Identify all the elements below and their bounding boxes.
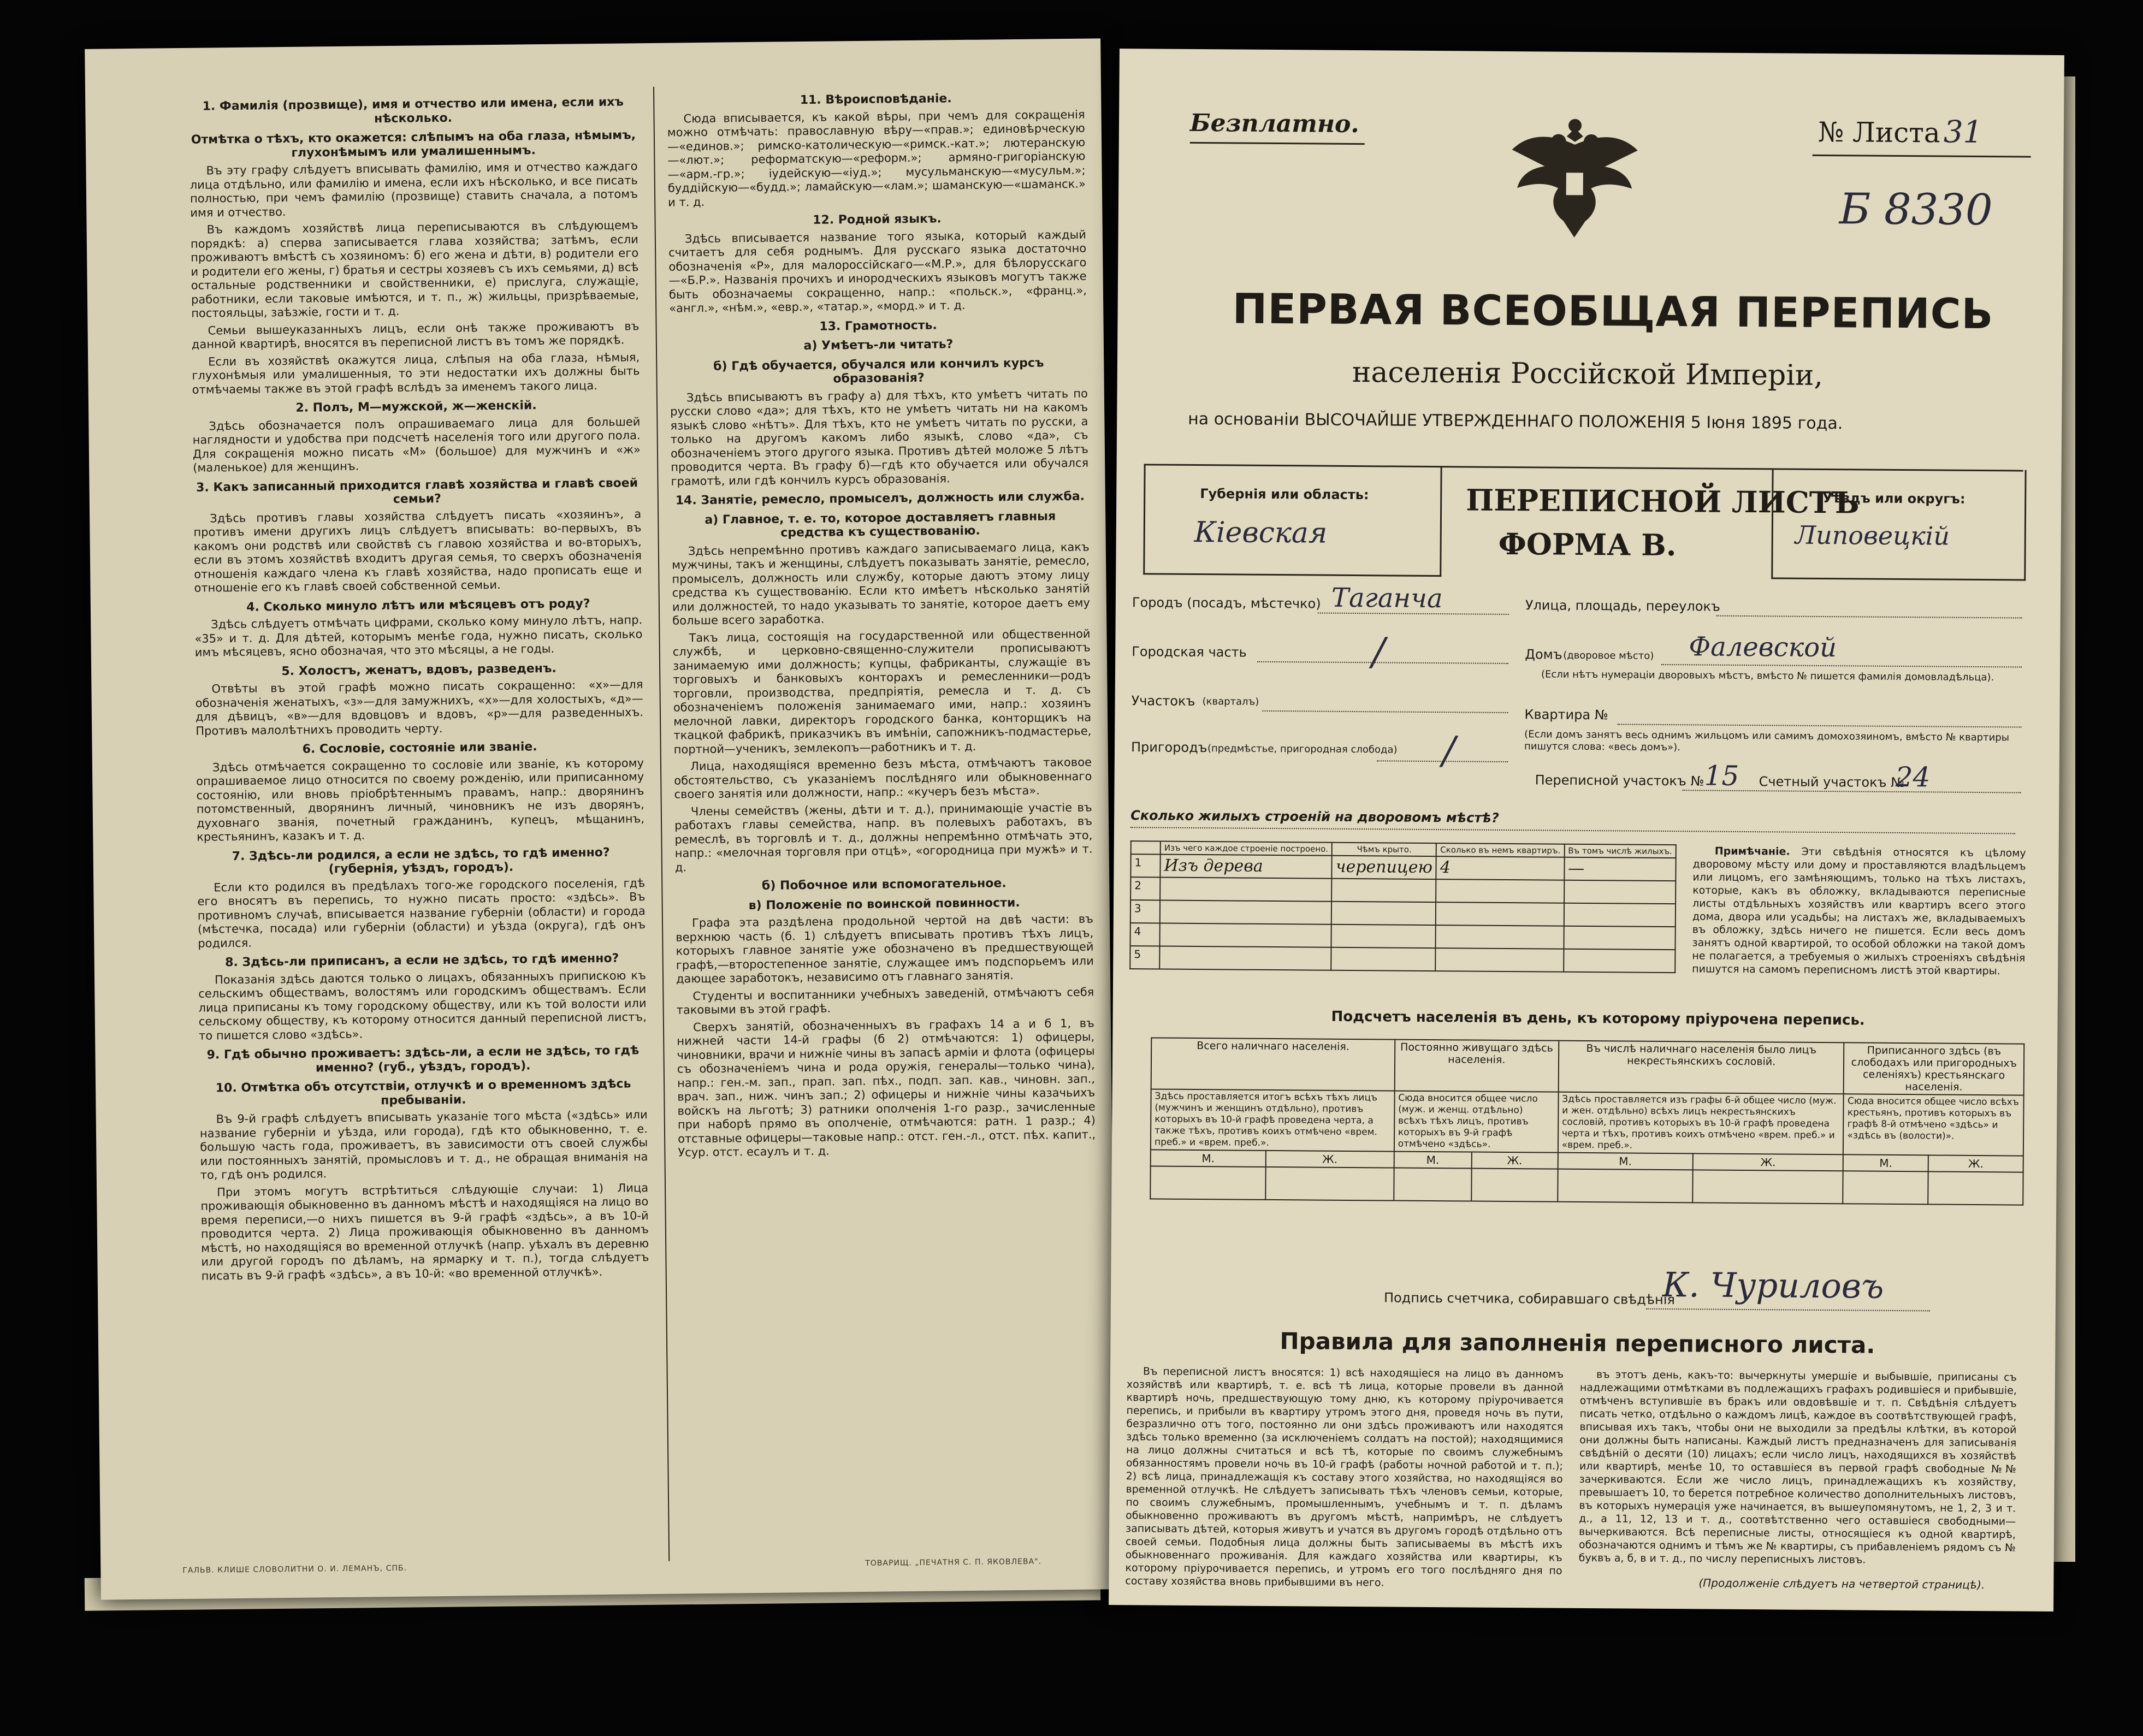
house-note: (Если нѣтъ нумераціи дворовыхъ мѣстъ, вмѣсто № пишется фамилія домовладѣльца). (1541, 668, 1994, 684)
street-label: Улица, площадь, переулокъ (1525, 597, 1720, 614)
signature-value: К. Чуриловъ (1662, 1264, 1884, 1306)
female-column-label: Ж. (1471, 1152, 1558, 1169)
paragraph: Графа эта раздѣлена продольной чертой на двѣ части: въ верхнюю часть (б. 1) слѣдуетъ вписывать противъ тѣхъ лицъ, которыхъ главное занятіе уже обозначено въ предшествующей графѣ,—второстепенное занятіе, служащее имъ подспорьемъ или дающее заработокъ, независимо отъ главнаго занятія. (676, 912, 1094, 986)
buildings-cell (1436, 902, 1564, 926)
suburb-value: / (1442, 728, 1455, 773)
imprint-left: ГАЛЬВ. КЛИШЕ СЛОВОЛИТНИ О. И. ЛЕМАНЪ, СПБ. (182, 1563, 407, 1575)
buildings-cell: 4 (1436, 856, 1564, 880)
rules-text-1: Въ переписной листъ вносятся: 1) всѣ находящіеся на лицо въ данномъ хозяйствѣ или квартирѣ, т. е. всѣ тѣ лица, которые провели въ данной квартирѣ ночь, предшествующую тому дню, къ которому пріурочивается перепись, и прибыли въ квартиру утромъ этого дня, проведя ночь въ пути, безразлично отъ того, постоянно ли они здѣсь проживаютъ или находятся здѣсь только временно (за исключеніемъ солдатъ на постой); находящимися на лицо должны считаться и всѣ тѣ, которые по своимъ служебнымъ обязанностямъ провели ночь въ 10-й графѣ (работы ночной работой и т. п.); 2) всѣ лица, принадлежащія къ составу этого хозяйства, но находящіяся во временной отлучкѣ. Не слѣдуетъ записывать тѣхъ членовъ семьи, которые, по своимъ служебнымъ, промышленнымъ, учебнымъ и т. п. дѣламъ обыкновенно проживаютъ въ другомъ мѣстѣ, напримѣръ, не слѣдуетъ записывать дѣтей, которыя живутъ и учатся въ другомъ городѣ отдѣльно отъ своей семьи. Подобныя лица должны быть записываемы въ мѣстѣ ихъ обыкновеннаго проживанія. Для каждаго хозяйства или квартиры, къ которому пріурочивается перепись, и утромъ его того послѣдняго дня по составу хозяйства вновь прибывшими въ него. (1125, 1365, 1564, 1589)
suburb-sub: (предмѣстье, пригородная слобода) (1207, 743, 1398, 756)
paragraph: Сверхъ занятій, обозначенныхъ въ графахъ 14 а и б 1, въ нижней части 14-й графы (б 2) отмѣчаются: 1) офицеры, чиновники, врачи и нижніе чины въ запасѣ арміи и флота (офицеры съ обозначеніемъ чина и рода оружія, генералы—только чина), напр.: ген.-м. зап., прап. зап. пѣх., подп. зап. кав., чиновн. зап., врач. зап., ниж. чинъ зап.; 2) офицеры и нижніе чины казачьихъ войскъ на льготѣ; 3) ратники ополченія 1-го разр., зачисленные при наборѣ прямо въ ополченіе, отмѣчаются: ратн. 1 разр.; 4) отставные офицеры—таковые напр.: отст. ген.-л., отст. пѣх. капит., Усур. отст. есаулъ и т. д. (677, 1016, 1096, 1159)
city-line (1318, 613, 1509, 615)
section-heading: 6. Сословіе, состояніе или званіе. (302, 740, 537, 756)
count-table (1150, 1037, 2024, 1205)
paragraph: Здѣсь противъ главы хозяйства слѣдуетъ писать «хозяинъ», а противъ имени другихъ лицъ слѣдуетъ вписывать: во-первыхъ, въ какомъ они родствѣ или свойствѣ съ главою хозяйства и во-вторыхъ, если въ этомъ хозяйствѣ входитъ другая семья, то сверхъ обозначенія отношенія каждаго члена къ главѣ хозяйства, надо прописать еще и отношеніе его къ главѣ своей собственной семьи. (193, 507, 642, 595)
section-heading: 3. Какъ записанный приходится главѣ хозяйства и главѣ своей семьи? (196, 476, 638, 506)
count-value-cell (1558, 1169, 1693, 1203)
city-value: Таганча (1331, 582, 1443, 614)
count-value-cell (1150, 1166, 1265, 1199)
buildings-line (1130, 827, 2015, 834)
city-part-value: / (1371, 629, 1386, 674)
section-heading: б) Гдѣ обучается, обучался или кончилъ курсъ образованія? (713, 356, 1044, 386)
house-line (1661, 664, 2022, 668)
buildings-row (1130, 854, 1676, 881)
house-value: Фалевской (1689, 631, 1837, 663)
paragraph: Студенты и воспитанники учебныхъ заведеній, отмѣчаютъ себя таковыми въ этой графѣ. (676, 985, 1094, 1017)
counter-precinct-value: 24 (1895, 761, 1931, 793)
male-column-label: М. (1151, 1150, 1266, 1166)
sheet-no-handwritten: 31 (1943, 114, 1983, 151)
paragraph: Такъ лица, состоящія на государственной или общественной службѣ, и церковно-священно-служители прописываютъ занимаемую ими должность; купцы, фабриканты, служащіе въ торговыхъ и банковыхъ конторахъ и ремесленники—родъ торговли, производства, предпріятія, ремесла и т. д. съ обозначеніемъ положенія занимаемаго ими, напр.: хозяинъ мелочной лавки, директоръ городского банка, конторщикъ на ткацкой фабрикѣ, приказчикъ въ имѣніи, сапожникъ-подмастерье, портной—ученикъ, землекопъ—работникъ и т. д. (672, 627, 1092, 756)
corner-handwritten: Б 8330 (1839, 185, 1993, 235)
paragraph: Въ эту графу слѣдуетъ вписывать фамилію, имя и отчество каждаго лица отдѣльно, или фамилію и имена, если ихъ нѣсколько, и все писать полностью, при чемъ фамилію (прозвище) ставить сначала, а потомъ имя и отчество. (190, 159, 638, 220)
house-sub: (дворовое мѣсто) (1563, 649, 1654, 662)
buildings-cell (1564, 880, 1676, 904)
imprint-right: ТОВАРИЩ. „ПЕЧАТНЯ С. П. ЯКОВЛЕВА". (865, 1557, 1042, 1568)
section-heading: 14. Занятіе, ремесло, промыселъ, должность или служба. (675, 489, 1085, 508)
rules-col-2 (1578, 1368, 2017, 1579)
male-column-label: М. (1558, 1153, 1692, 1170)
left-column-1 (189, 90, 652, 1563)
district-value: Липовецкій (1795, 520, 1950, 551)
city-part-label: Городская часть (1132, 644, 1247, 660)
free-label: Безплатно. (1189, 109, 1359, 139)
paragraph: Здѣсь непремѣнно противъ каждаго записываемаго лица, какъ мужчины, такъ и женщины, слѣдуетъ показывать занятіе, ремесло, промыселъ, должность или службу, которые даютъ этому лицу средства къ существованію. Если кто имѣетъ нѣсколько занятій или должностей, то надо указывать то занятіе, которое даетъ ему больше всего заработка. (672, 540, 1091, 627)
buildings-cell (1160, 878, 1332, 902)
precinct-sub: (кварталъ) (1202, 696, 1259, 708)
buildings-cell (1160, 900, 1332, 925)
buildings-cell: черепицею (1332, 856, 1436, 879)
buildings-row (1130, 877, 1676, 904)
count-header: Въ числѣ наличнаго населенія было лицъ некрестьянскихъ сословій. (1558, 1041, 1844, 1094)
buildings-header: Въ томъ числѣ жилыхъ. (1564, 844, 1676, 858)
paragraph: Въ 9-й графѣ слѣдуетъ вписывать указаніе того мѣста («здѣсь» или название губерніи и уѣзда, или города), гдѣ кто обыкновенно, т. е. большую часть года, проживаетъ, въ зависимости отъ своей службы или постоянныхъ занятій, промысловъ и т. д., не обращая вниманія на то, гдѣ онъ родился. (199, 1108, 648, 1182)
paragraph: Отвѣты въ этой графѣ можно писать сокращенно: «х»—для обозначенія женатыхъ, «з»—для замужнихъ, «х»—для холостыхъ, «д»—для дѣвицъ, «в»—для вдовцовъ и вдовъ, «р»—для разведенныхъ. Противъ малолѣтнихъ проводить черту. (195, 678, 644, 738)
section-heading: а) Умѣетъ-ли читать? (803, 337, 954, 353)
count-value-cell (1471, 1169, 1558, 1202)
note-text: Эти свѣдѣнія относятся къ цѣлому дворовому мѣсту или дому и проставляются владѣльцемъ или лицомъ, его замѣняющимъ, только на тѣхъ листахъ, которые, какъ въ обложку, вкладываются переписные листы отдѣльныхъ хозяйствъ или квартиръ всего этого дома, двора или усадьбы; на листахъ же, вкладываемыхъ въ обложку, здѣсь ничего не пишется. Если весь домъ занятъ одной квартирой, то особой обложки на такой домъ не полагается, а требуемыя о жилыхъ строеніяхъ свѣдѣнія пишутся на самомъ переписномъ листѣ этой квартиры. (1692, 845, 2026, 977)
buildings-cell (1436, 925, 1564, 949)
apt-line (1617, 724, 2021, 727)
buildings-cell (1564, 903, 1676, 927)
paragraph: Здѣсь отмѣчается сокращенно то сословіе или званіе, къ которому опрашиваемое лицо относится по своему рожденію, или приписанному состоянію, или вновь пріобрѣтеннымъ правамъ, напр.: дворянинъ потомственный, дворянинъ личный, чиновникъ не изъ дворянъ, духовнаго званія, почетный гражданинъ, купецъ, мѣщанинъ, крестьянинъ, казакъ и т. д. (196, 756, 645, 844)
province-label: Губернія или область: (1200, 486, 1369, 503)
male-column-label: М. (1394, 1152, 1471, 1169)
count-header: Постоянно живущаго здѣсь населенія. (1394, 1040, 1559, 1092)
form-title: ПЕРЕПИСНОЙ ЛИСТЪ (1465, 482, 1860, 520)
paragraph: Въ каждомъ хозяйствѣ лица переписываются въ слѣдующемъ порядкѣ: а) сперва записывается глава хозяйства; затѣмъ, если проживаютъ вмѣстѣ съ хозяиномъ: б) его жена и дѣти, в) родители его и родители его жены, г) братья и сестры хозяевъ съ ихъ семьями, д) всѣ остальные родственники и свойственники, е) прислуга, служащіе, работники, если таковые имѣются, и т. п., ж) жильцы, призрѣваемые, постояльцы, заѣзжіе, гости и т. д. (190, 218, 640, 320)
paragraph: Члены семействъ (жены, дѣти и т. д.), принимающіе участіе въ работахъ главы семейства, напр. въ полевыхъ работахъ, въ ремеслѣ, въ торговлѣ и т. д., должны непремѣнно отмѣчать это, напр.: «мелочная торговля при отцѣ», «огородница при мужѣ» и т. д. (674, 801, 1093, 874)
section-heading: Отмѣтка о тѣхъ, кто окажется: слѣпымъ на оба глаза, нѣмымъ, глухонѣмымъ или умалишеннымъ. (191, 128, 636, 160)
count-description: Сюда вносится общее число всѣхъ крестьянъ, противъ которыхъ въ графѣ 8-й отмѣчено «здѣсь» и «здѣсь въ (волости)». (1843, 1094, 2023, 1156)
buildings-cell: 5 (1130, 946, 1159, 969)
precinct-label: Участокъ (1131, 693, 1195, 709)
buildings-row (1130, 923, 1675, 950)
section-heading: 10. Отмѣтка объ отсутствіи, отлучкѣ и о временномъ здѣсь пребываніи. (215, 1077, 631, 1107)
buildings-table (1129, 840, 1677, 973)
section-heading: а) Главное, т. е. то, которое доставляетъ главныя средства къ существованію. (705, 509, 1056, 540)
signature-line (1646, 1308, 1930, 1312)
count-title: Подсчетъ населенія въ день, къ которому пріурочена перепись. (1331, 1008, 1865, 1029)
paragraph: Здѣсь обозначается полъ опрашиваемаго лица для большей наглядности и удобства при подсчетѣ населенія того или другого пола. Для сокращенія можно писать «М» (большое) для мужчинъ и «ж» (маленькое) для женщинъ. (192, 414, 641, 475)
rules-title: Правила для заполненія переписного листа. (1280, 1328, 1875, 1359)
right-page (1109, 49, 2064, 1611)
buildings-note (1692, 844, 2026, 977)
section-heading: 4. Сколько минуло лѣтъ или мѣсяцевъ отъ роду? (246, 596, 590, 614)
province-value: Кіевская (1194, 516, 1328, 550)
section-heading: 13. Грамотность. (819, 318, 937, 334)
buildings-cell (1436, 948, 1564, 972)
province-box (1143, 464, 1442, 577)
rules-text-2: въ этотъ день, какъ-то: вычеркнуты умершіе и выбывшіе, приписаны съ надлежащими отмѣтками въ подлежащихъ графахъ родившіеся и прибывшіе, отмѣченъ вступившіе въ бракъ или овдовѣвшіе и т. п. Свѣдѣнія слѣдуетъ писать четко, отдѣльно о каждомъ лицѣ, каждое въ соотвѣтствующей графѣ, вписывая ихъ такъ, чтобы они не выходили за предѣлы клѣтки, въ которой они должны быть написаны. Каждый листъ предназначенъ для записыванія свѣдѣній о десяти (10) лицахъ; если число лицъ, находящихся въ хозяйствѣ или квартирѣ, менѣе 10, то оставшіеся въ первой графѣ свободные №№ зачеркиваются. Если же число лицъ, принадлежащихъ къ хозяйству, превышаетъ 10, то берется потребное количество дополнительныхъ листовъ, въ которыхъ нумерація уже начинается, въ вышеупомянутомъ, не 1, 2, 3 и т. д., а 11, 12, 13 и т. д., соотвѣтственно чего оставшіеся свободными—вычеркиваются. Всѣ переписные листы, относящіеся къ одной квартирѣ, обозначаются однимъ и тѣмъ же № квартиры, съ прибавленіемъ рядомъ съ № буквъ а, б, в и т. д., по числу переписныхъ листовъ. (1578, 1368, 2017, 1566)
count-description: Здѣсь проставляется изъ графы 6-й общее число (муж. и жен. отдѣльно) всѣхъ лицъ некрестьянскихъ сословій, противъ которыхъ въ 10-й графѣ проведена черта и тѣхъ, противъ коихъ отмѣчено «врем. преб.» и «врем. преб.». (1558, 1092, 1844, 1155)
section-heading: в) Положеніе по воинской повинности. (748, 896, 1020, 913)
buildings-header: Изъ чего каждое строеніе построено. (1161, 842, 1332, 856)
paragraph: Здѣсь слѣдуетъ отмѣчать цифрами, сколько кому минуло лѣтъ, напр. «35» и т. д. Для дѣтей, которымъ менѣе года, нужно писать, сколько имъ мѣсяцевъ, ясно обозначая, что это мѣсяцы, а не годы. (194, 613, 643, 659)
buildings-cell: Изъ дерева (1160, 855, 1332, 879)
section-heading: 11. Вѣроисповѣданіе. (800, 92, 952, 108)
column-divider (653, 87, 670, 1561)
paragraph: Если кто родился въ предѣлахъ того-же городского поселенія, гдѣ его вносятъ въ перепись, то нужно писать просто: «здѣсь». Въ противномъ случаѣ, вписывается название губерніи (области) и города (мѣстечка, посада) или губерніи (области) и уѣзда (округа), гдѣ онъ родился. (197, 876, 646, 950)
buildings-cell (1331, 947, 1436, 971)
count-value-cell (1928, 1171, 2023, 1205)
buildings-cell (1331, 925, 1436, 948)
paragraph: Если въ хозяйствѣ окажутся лица, слѣпыя на оба глаза, нѣмыя, глухонѣмыя или умалишенныя, то эти недостатки ихъ должны быть отмѣчаемы также въ этой графѣ вслѣдъ за именемъ такого лица. (192, 350, 640, 396)
suburb-label: Пригородъ (1130, 739, 1207, 756)
section-heading: 5. Холостъ, женатъ, вдовъ, разведенъ. (281, 661, 557, 678)
count-header: Всего наличнаго населенія. (1151, 1038, 1395, 1091)
buildings-cell (1331, 879, 1436, 902)
buildings-cell: 3 (1130, 900, 1160, 923)
precinct-line (1263, 710, 1508, 713)
main-title: ПЕРВАЯ ВСЕОБЩАЯ ПЕРЕПИСЬ (1232, 284, 1994, 339)
paragraph: Показанія здѣсь даются только о лицахъ, обязанныхъ припискою къ сельскимъ обществамъ, волостямъ или городскимъ обществамъ. Если лица приписаны къ тому городскому обществу, или къ той волости или сельскому обществу, къ которому относится данный переписной листъ, то пишется слово «здѣсь». (198, 968, 647, 1042)
buildings-cell (1564, 949, 1676, 973)
buildings-header: Сколько въ немъ квартиръ. (1436, 843, 1564, 857)
buildings-cell (1159, 946, 1331, 970)
apt-label: Квартира № (1524, 707, 1608, 723)
section-heading: 1. Фамилія (прозвище), имя и отчество или имена, если ихъ нѣсколько. (202, 95, 624, 126)
count-value-cell (1843, 1171, 1928, 1204)
section-heading: 2. Полъ, М—мужской, ж—женскій. (295, 399, 537, 415)
section-heading: 9. Гдѣ обычно проживаетъ: здѣсь-ли, а если не здѣсь, то гдѣ именно? (губ., уѣздъ, городъ). (206, 1044, 640, 1075)
buildings-cell (1564, 926, 1676, 950)
census-precinct-value: 15 (1704, 760, 1739, 792)
rules-col-1 (1125, 1365, 1564, 1589)
form-subtitle: ФОРМА В. (1498, 526, 1677, 563)
rules-continued: (Продолженіе слѣдуетъ на четвертой страницѣ). (1698, 1576, 1985, 1592)
left-page (85, 38, 1117, 1599)
paragraph: Здѣсь вписывается название того языка, который каждый считаетъ для себя роднымъ. Для русскаго языка достаточно обозначенія «Р», для малороссійскаго—«М.Р.», для бѣлорусскаго—«Б.Р.». Названія прочихъ и инородческихъ языковъ могутъ также быть обозначаемы сокращенно, напр.: «польск.», «франц.», «англ.», «нѣм.», «евр.», «татар.», «морд.» и т. д. (668, 228, 1087, 315)
paragraph: При этомъ могутъ встрѣтиться слѣдующіе случаи: 1) Лица проживающія обыкновенно въ данномъ мѣстѣ и находящіяся на лицо во время переписи,—о нихъ пишется въ 9-й графѣ «здѣсь», а въ 10-й проводится черта. 2) Лица проживающія обыкновенно въ данномъ мѣстѣ, но находящіяся во временной отлучкѣ (напр. уѣхалъ въ деревню или другой городъ по дѣламъ, на ярмарку и т. п.), тогда слѣдуетъ писать въ 9-й графѣ «здѣсь», а въ 10-й: «во временной отлучкѣ». (200, 1181, 649, 1283)
female-column-label: Ж. (1928, 1155, 2023, 1172)
paragraph: Лица, находящіяся временно безъ мѣста, отмѣчаютъ таковое обстоятельство, съ указаніемъ послѣдняго или обыкновеннаго своего занятія или должности, напр.: «кучеръ безъ мѣста». (674, 755, 1092, 801)
counter-precinct-label: Счетный участокъ № (1759, 774, 1905, 791)
census-precinct-label: Переписной участокъ № (1535, 772, 1704, 789)
buildings-header: Чѣмъ крыто. (1332, 843, 1436, 856)
female-column-label: Ж. (1266, 1151, 1394, 1168)
count-header: Приписанного здѣсь (въ слободахъ или пригородныхъ селеніяхъ) крестьянскаго населенія. (1844, 1042, 2024, 1095)
paragraph: Сюда вписывается, къ какой вѣры, при чемъ для сокращенія можно отмѣчать: православную вѣру—«прав.»; единовѣрческую—«единов.»; римско-католическую—«римск.-кат.»; лютеранскую—«лют.»; реформатскую—«реформ.»; армяно-григоріанскую—«арм.-гр.»; іудейскую—«іуд.»; мусульманскую—«мусульм.»; буддійскую—«будд.»; ламайскую—«лам.»; шаманскую—«шаманск.» и т. д. (667, 108, 1086, 209)
buildings-cell: 4 (1130, 923, 1159, 946)
count-value-cell (1394, 1168, 1471, 1201)
imperial-eagle-icon (1500, 111, 1649, 249)
buildings-cell (1331, 902, 1436, 925)
sheet-no-underline (1813, 155, 2031, 158)
buildings-cell: 2 (1130, 877, 1160, 900)
section-heading: 7. Здѣсь-ли родился, а если не здѣсь, то гдѣ именно? (губернія, уѣздъ, городъ). (232, 845, 610, 876)
buildings-question: Сколько жилыхъ строеній на дворовомъ мѣстѣ? (1130, 808, 1499, 826)
buildings-cell: 1 (1130, 854, 1160, 877)
free-underline (1190, 142, 1365, 145)
decree-line: на основаніи ВЫСОЧАЙШЕ УТВЕРЖДЕННАГО ПОЛОЖЕНІЯ 5 Іюня 1895 года. (1188, 409, 1843, 434)
buildings-row (1130, 946, 1675, 973)
count-value-cell (1265, 1167, 1394, 1201)
female-column-label: Ж. (1693, 1153, 1844, 1171)
section-heading: 12. Родной языкъ. (813, 212, 942, 227)
house-label: Домъ (1525, 647, 1562, 662)
buildings-cell (1436, 879, 1564, 903)
sheet-no-label: № Листа (1818, 116, 1940, 149)
section-heading: 8. Здѣсь-ли приписанъ, а если не здѣсь, то гдѣ именно? (224, 951, 619, 970)
district-label: Уѣздъ или округъ: (1822, 490, 1966, 507)
count-value-cell (1692, 1170, 1843, 1204)
paragraph: Семьи вышеуказанныхъ лицъ, если онѣ также проживаютъ въ данной квартирѣ, вносятся въ переписной листъ въ томъ же порядкѣ. (191, 319, 640, 351)
buildings-row (1130, 900, 1676, 927)
paragraph: Здѣсь вписываютъ въ графу а) для тѣхъ, кто умѣетъ читать по русски слово «да»; для тѣхъ, кто не умѣетъ читать ни на какомъ языкѣ слово «нѣтъ». Для тѣхъ, кто не умѣетъ читать по русски, а только на другомъ какомъ либо языкѣ, слово «да», съ обозначеніемъ этого другого языка. Противъ дѣтей моложе 5 лѣтъ проводится черта. Въ графу б)—гдѣ кто обучается или обучался грамотѣ, или гдѣ кончилъ курсъ образованія. (670, 387, 1089, 488)
apt-note: (Если домъ занятъ весь однимъ жильцомъ или самимъ домохозяиномъ, вмѣсто № квартиры пишутся слова: «весь домъ»). (1524, 728, 2010, 754)
male-column-label: М. (1843, 1154, 1928, 1171)
buildings-cell: — (1564, 857, 1676, 881)
buildings-cell (1159, 923, 1331, 947)
section-heading: б) Побочное или вспомогательное. (761, 876, 1007, 893)
count-description: Здѣсь проставляется итогъ всѣхъ тѣхъ лицъ (мужчинъ и женщинъ отдѣльно), противъ которыхъ въ 10-й графѣ проведена черта, а также тѣхъ, противъ коихъ отмѣчено «врем. преб.» и «врем. преб.». (1151, 1089, 1395, 1151)
count-description: Сюда вносится общее число (муж. и женщ. отдѣльно) всѣхъ тѣхъ лицъ, противъ которыхъ въ 9-й графѣ отмѣчено «здѣсь». (1394, 1091, 1559, 1153)
subtitle: населенія Россійской Имперіи, (1352, 356, 1824, 393)
district-box (1771, 468, 2026, 580)
left-column-2 (667, 85, 1100, 1559)
note-label: Примѣчаніе. (1714, 845, 1790, 858)
signature-label: Подпись счетчика, собиравшаго свѣдѣнія (1383, 1290, 1675, 1308)
street-line (1716, 615, 2022, 619)
city-label: Городъ (посадъ, мѣстечко) (1132, 595, 1321, 612)
